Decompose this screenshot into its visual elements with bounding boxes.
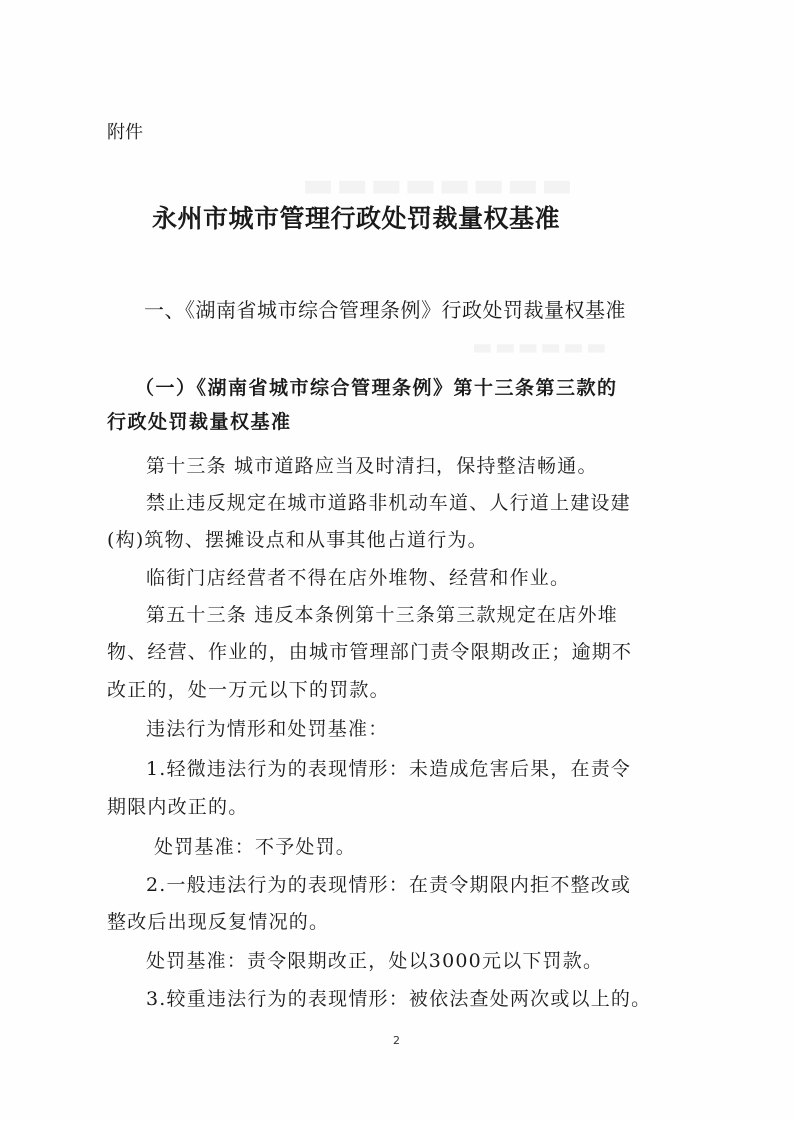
body-line: 整改后出现反复情况的。 <box>107 911 330 933</box>
document-title: 永州市城市管理行政处罚裁量权基准 <box>152 204 561 233</box>
section-heading: 一、《湖南省城市综合管理条例》行政处罚裁量权基准 <box>144 298 626 322</box>
body-line: 2.一般违法行为的表现情形：在责令期限内拒不整改或 <box>146 874 632 896</box>
body-line: 处罚基准：不予处罚。 <box>154 836 357 858</box>
subsection-heading-line-1: （一）《湖南省城市综合管理条例》第十三条第三款的 <box>135 377 618 399</box>
body-line: 物、经营、作业的，由城市管理部门责令限期改正；逾期不 <box>107 641 633 663</box>
body-line: (构)筑物、摆摊设点和从事其他占道行为。 <box>107 529 488 551</box>
bleed-through-mark: ▬▬▬▬▬▬ <box>470 335 607 360</box>
bleed-through-mark: ▬▬▬▬▬▬▬▬ <box>300 165 573 205</box>
body-line: 处罚基准：责令限期改正，处以3000元以下罚款。 <box>146 950 604 972</box>
body-line: 临街门店经营者不得在店外堆物、经营和作业。 <box>146 567 571 589</box>
page-number: 2 <box>393 1034 400 1047</box>
body-line: 1.轻微违法行为的表现情形：未造成危害后果，在责令 <box>146 758 632 780</box>
body-line: 第五十三条 违反本条例第十三条第三款规定在店外堆 <box>146 604 618 626</box>
attachment-label: 附件 <box>107 122 143 143</box>
body-line: 期限内改正的。 <box>107 796 249 818</box>
subsection-heading-line-2: 行政处罚裁量权基准 <box>107 411 292 433</box>
body-line: 改正的，处一万元以下的罚款。 <box>107 679 390 701</box>
body-line: 违法行为情形和处罚基准： <box>146 718 389 740</box>
body-line: 3.较重违法行为的表现情形：被依法查处两次或以上的。 <box>146 988 652 1010</box>
body-line: 第十三条 城市道路应当及时清扫，保持整洁畅通。 <box>146 455 598 477</box>
body-line: 禁止违反规定在城市道路非机动车道、人行道上建设建 <box>146 492 631 514</box>
